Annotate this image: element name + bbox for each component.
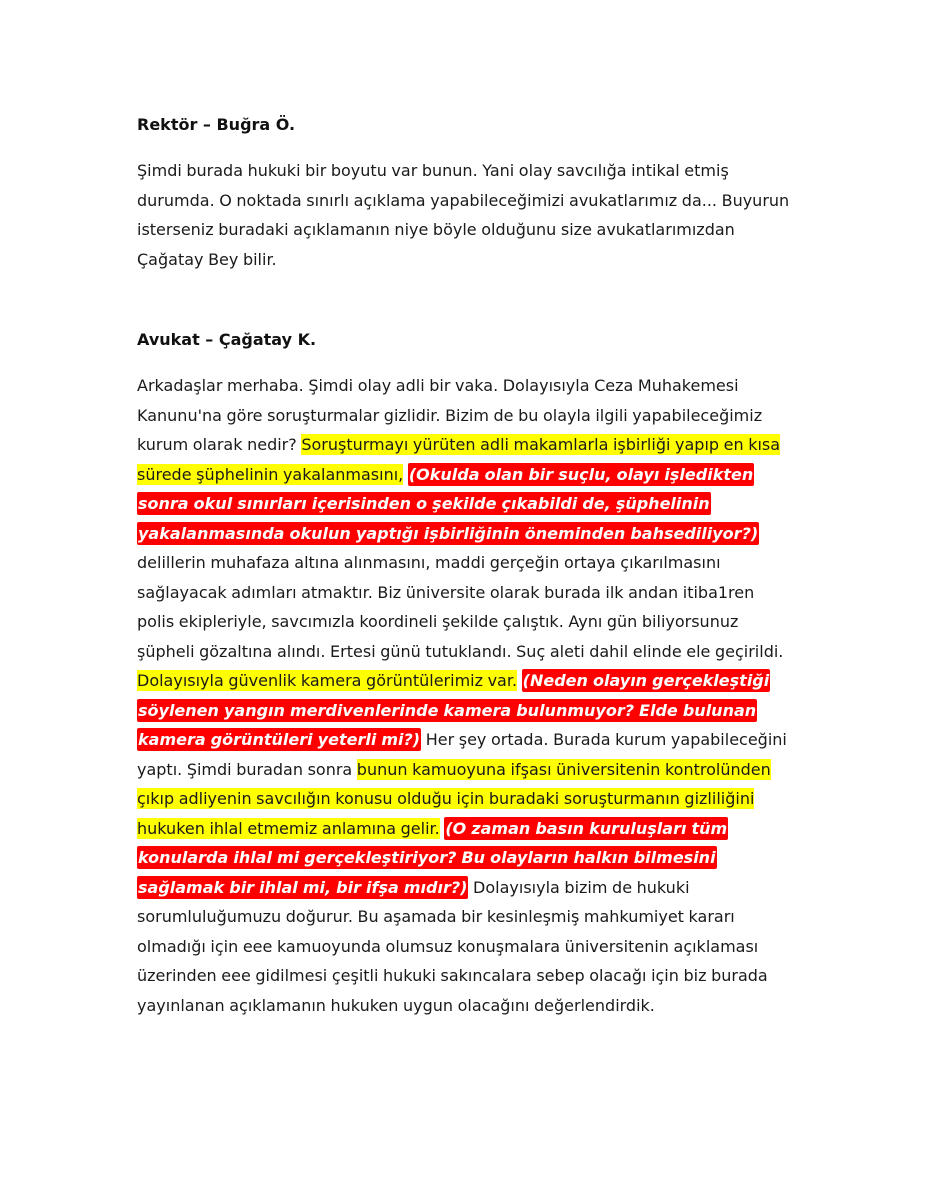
red-annotation: (Okulda olan bir suçlu, olayı işledikten sonra okul sınırları içerisinden o şekilde çıkabildi de, şüphelinin yakalanmasında okulun yaptığı işbirliğinin öneminden bahsediliyor?) — [138, 464, 759, 543]
yellow-highlight: bunun kamuoyuna ifşası üniversitenin kontrolünden çıkıp adliyenin savcılığın konusu olduğu için buradaki soruşturmanın gizliliğini hukuken ihlal etmemiz anlamına gelir. — [137, 759, 771, 838]
rector-section — [137, 115, 793, 274]
red-annotation: (O zaman basın kuruluşları tüm konularda ihlal mi gerçekleştiriyor? Bu olayların halkın bilmesini sağlamak bir ihlal mi, bir ifşa mıdır?) — [138, 818, 728, 897]
paragraph-text: Dolayısıyla bizim de hukuki sorumluluğumuzu doğurur. Bu aşamada bir kesinleşmiş mahkumiyet kararı olmadığı için eee kamuoyunda olumsuz konuşmalara üniversitenin açıklaması üzerinden eee gidilmesi çeşitli hukuki sakıncalara sebep olacağı için biz burada yayınlanan açıklamanın hukuken uygun olacağını değerlendirdik. — [137, 877, 768, 1015]
paragraph-text: delillerin muhafaza altına alınmasını, maddi gerçeğin ortaya çıkarılmasını sağlayacak adımları atmaktır. Biz üniversite olarak burada ilk andan itiba1ren polis ekipleriyle, savcımızla koordineli şekilde çalıştık. Aynı gün biliyorsunuz şüpheli gözaltına alındı. Ertesi günü tutuklandı. Suç aleti dahil elinde ele geçirildi. — [137, 553, 784, 661]
lawyer-paragraph — [137, 371, 793, 1020]
paragraph-text: Her şey ortada. Burada kurum yapabileceğini yaptı. Şimdi buradan sonra — [137, 730, 787, 779]
paragraph-text: Arkadaşlar merhaba. Şimdi olay adli bir vaka. Dolayısıyla Ceza Muhakemesi Kanunu'na göre soruşturmalar gizlidir. Bizim de bu olayla ilgili yapabileceğimiz kurum olarak nedir? — [137, 376, 763, 454]
lawyer-section — [137, 330, 793, 1020]
rector-paragraph: Şimdi burada hukuki bir boyutu var bunun. Yani olay savcılığa intikal etmiş durumda. O noktada sınırlı açıklama yapabileceğimizi avukatlarımız da... Buyurun isterseniz buradaki açıklamanın niye böyle olduğunu size avukatlarımızdan Çağatay Bey bilir. — [137, 161, 790, 269]
speaker-heading: Rektör – Buğra Ö. — [137, 115, 296, 134]
yellow-highlight: Soruşturmayı yürüten adli makamlarla işbirliği yapıp en kısa sürede şüphelinin yakalanmasını, — [137, 435, 781, 484]
red-annotation: (Neden olayın gerçekleştiği söylenen yangın merdivenlerinde kamera bulunmuyor? Elde bulunan kamera görüntüleri yeterli mi?) — [138, 671, 770, 749]
speaker-heading: Avukat – Çağatay K. — [137, 330, 317, 349]
paragraph-text — [517, 671, 522, 690]
yellow-highlight: Dolayısıyla güvenlik kamera görüntülerimiz var. — [137, 671, 518, 690]
